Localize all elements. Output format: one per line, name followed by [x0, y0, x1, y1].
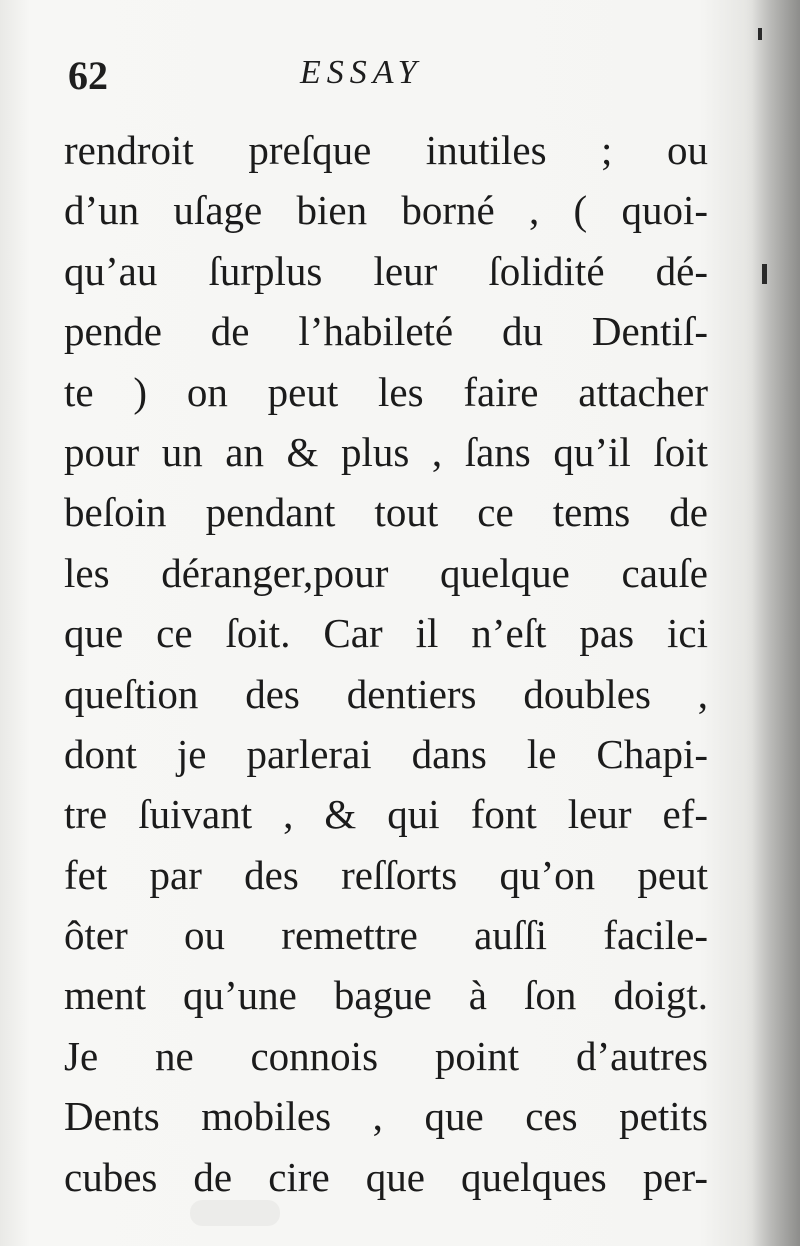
body-text [64, 120, 708, 1207]
text-line: Je ne connois point d’autres [64, 1032, 708, 1079]
text-line: te ) on peut les faire attacher [64, 368, 708, 415]
text-line: queſtion des dentiers doubles , [64, 670, 708, 717]
page-header [68, 52, 728, 102]
text-line: tre ſuivant , & qui font leur ef- [64, 791, 708, 838]
text-line: cubes de cire que quelques per- [64, 1153, 708, 1200]
margin-mark [762, 264, 767, 284]
text-line: fet par des reſſorts qu’on peut [64, 851, 708, 898]
text-line: d’un uſage bien borné , ( quoi- [64, 187, 708, 234]
text-line: dont je parlerai dans le Chapi- [64, 730, 708, 777]
page-gutter-shadow [752, 0, 800, 1246]
margin-mark [758, 28, 762, 40]
text-line: rendroit preſque inutiles ; ou [64, 127, 708, 173]
text-line: beſoin pendant tout ce tems de [64, 489, 708, 536]
text-line: que ce ſoit. Car il n’eſt pas ici [64, 610, 708, 657]
text-line: qu’au ſurplus leur ſolidité dé- [64, 247, 708, 294]
text-line: ment qu’une bague à ſon doigt. [64, 972, 708, 1019]
text-line: ôter ou remettre auſſi facile- [64, 912, 708, 959]
running-head: ESSAY [300, 54, 423, 91]
text-line: Dents mobiles , que ces petits [64, 1093, 708, 1140]
text-line: pour un an & plus , ſans qu’il ſoit [64, 428, 708, 475]
bleed-through-smudge [190, 1200, 280, 1226]
text-line: pende de l’habileté du Dentiſ- [64, 308, 708, 355]
text-line: les déranger,pour quelque cauſe [64, 549, 708, 596]
page-number: 62 [68, 53, 108, 98]
